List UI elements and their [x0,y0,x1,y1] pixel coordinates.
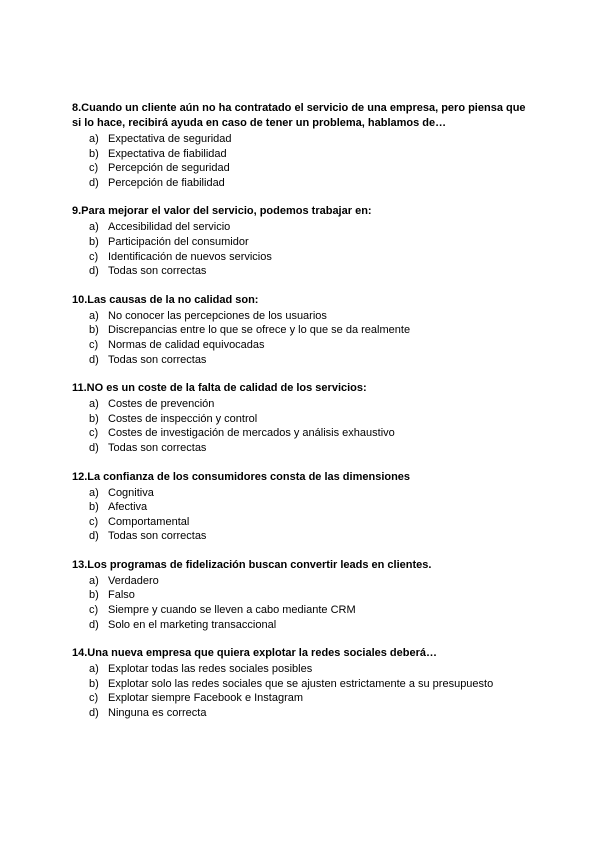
answer-option [72,486,532,501]
answer-option [72,161,532,176]
option-letter: d) [89,618,99,631]
option-text: Cognitiva [108,486,154,499]
answer-options [72,574,532,632]
option-text: Participación del consumidor [108,235,249,248]
option-letter: c) [89,162,99,175]
option-letter: c) [89,250,99,263]
option-text: Identificación de nuevos servicios [108,250,272,263]
option-text: Percepción de fiabilidad [108,176,225,189]
option-letter: b) [89,147,99,160]
answer-option [72,323,532,338]
question-text: 8.Cuando un cliente aún no ha contratado el servicio de una empresa, pero piensa que si lo hace, recibirá ayuda en caso de tener un problema, hablamos de… [72,102,526,129]
option-text: Todas son correctas [108,265,207,278]
answer-options [72,220,532,278]
option-text: Comportamental [108,515,190,528]
option-text: Normas de calidad equivocadas [108,338,265,351]
question-block [72,101,532,190]
option-text: Todas son correctas [108,353,207,366]
option-letter: a) [89,398,99,411]
option-letter: c) [89,515,99,528]
option-text: Solo en el marketing transaccional [108,618,277,631]
option-letter: d) [89,353,99,366]
answer-option [72,706,532,721]
question-block [72,646,532,720]
option-text: Costes de prevención [108,398,215,411]
question-text: 9.Para mejorar el valor del servicio, podemos trabajar en: [72,205,372,218]
question-block [72,470,532,544]
answer-option [72,515,532,530]
option-letter: d) [89,707,99,720]
answer-option [72,353,532,368]
question-text: 11.NO es un coste de la falta de calidad de los servicios: [72,382,367,395]
answer-option [72,397,532,412]
question-block [72,381,532,455]
question-block [72,204,532,278]
answer-option [72,588,532,603]
answer-option [72,235,532,250]
option-letter: c) [89,338,99,351]
option-text: Falso [108,589,135,602]
option-letter: a) [89,309,99,322]
option-text: No conocer las percepciones de los usuarios [108,309,327,322]
option-text: Costes de investigación de mercados y análisis exhaustivo [108,427,395,440]
answer-option [72,264,532,279]
option-letter: d) [89,265,99,278]
option-text: Explotar solo las redes sociales que se ajusten estrictamente a su presupuesto [108,677,494,690]
option-letter: a) [89,663,99,676]
option-text: Explotar siempre Facebook e Instagram [108,692,304,705]
answer-option [72,220,532,235]
answer-option [72,691,532,706]
answer-option [72,309,532,324]
option-text: Verdadero [108,574,159,587]
answer-option [72,147,532,162]
answer-options [72,132,532,190]
answer-options [72,309,532,367]
answer-option [72,426,532,441]
answer-option [72,574,532,589]
option-letter: c) [89,692,99,705]
option-text: Costes de inspección y control [108,412,258,425]
option-text: Discrepancias entre lo que se ofrece y lo que se da realmente [108,324,411,337]
option-letter: c) [89,604,99,617]
answer-options [72,397,532,455]
answer-option [72,441,532,456]
option-letter: a) [89,133,99,145]
question-block [72,293,532,367]
option-text: Afectiva [108,501,148,514]
option-letter: b) [89,412,99,425]
option-text: Percepción de seguridad [108,162,230,175]
option-text: Todas son correctas [108,441,207,454]
option-letter: c) [89,427,99,440]
answer-option [72,176,532,191]
question-text: 14.Una nueva empresa que quiera explotar la redes sociales deberá… [72,647,437,660]
option-letter: d) [89,441,99,454]
answer-options [72,486,532,544]
option-text: Ninguna es correcta [108,707,207,720]
answer-option [72,662,532,677]
question-text: 10.Las causas de la no calidad son: [72,293,259,306]
answer-option [72,500,532,515]
answer-option [72,132,532,147]
option-letter: b) [89,324,99,337]
question-text: 13.Los programas de fidelización buscan convertir leads en clientes. [72,558,432,571]
answer-option [72,618,532,633]
option-text: Expectativa de seguridad [108,133,232,145]
option-text: Siempre y cuando se lleven a cabo mediante CRM [108,604,356,617]
option-letter: b) [89,589,99,602]
answer-option [72,677,532,692]
option-text: Explotar todas las redes sociales posibles [108,663,313,676]
quiz-questions [72,101,532,735]
option-letter: a) [89,221,99,234]
option-letter: b) [89,677,99,690]
option-letter: b) [89,501,99,514]
option-letter: d) [89,176,99,189]
option-letter: a) [89,486,99,499]
answer-option [72,529,532,544]
option-text: Todas son correctas [108,530,207,543]
answer-option [72,338,532,353]
answer-option [72,250,532,265]
option-text: Accesibilidad del servicio [108,221,231,234]
question-block [72,558,532,632]
answer-option [72,603,532,618]
question-text: 12.La confianza de los consumidores consta de las dimensiones [72,470,411,483]
option-text: Expectativa de fiabilidad [108,147,227,160]
option-letter: b) [89,235,99,248]
option-letter: d) [89,530,99,543]
option-letter: a) [89,574,99,587]
answer-options [72,662,532,720]
answer-option [72,412,532,427]
